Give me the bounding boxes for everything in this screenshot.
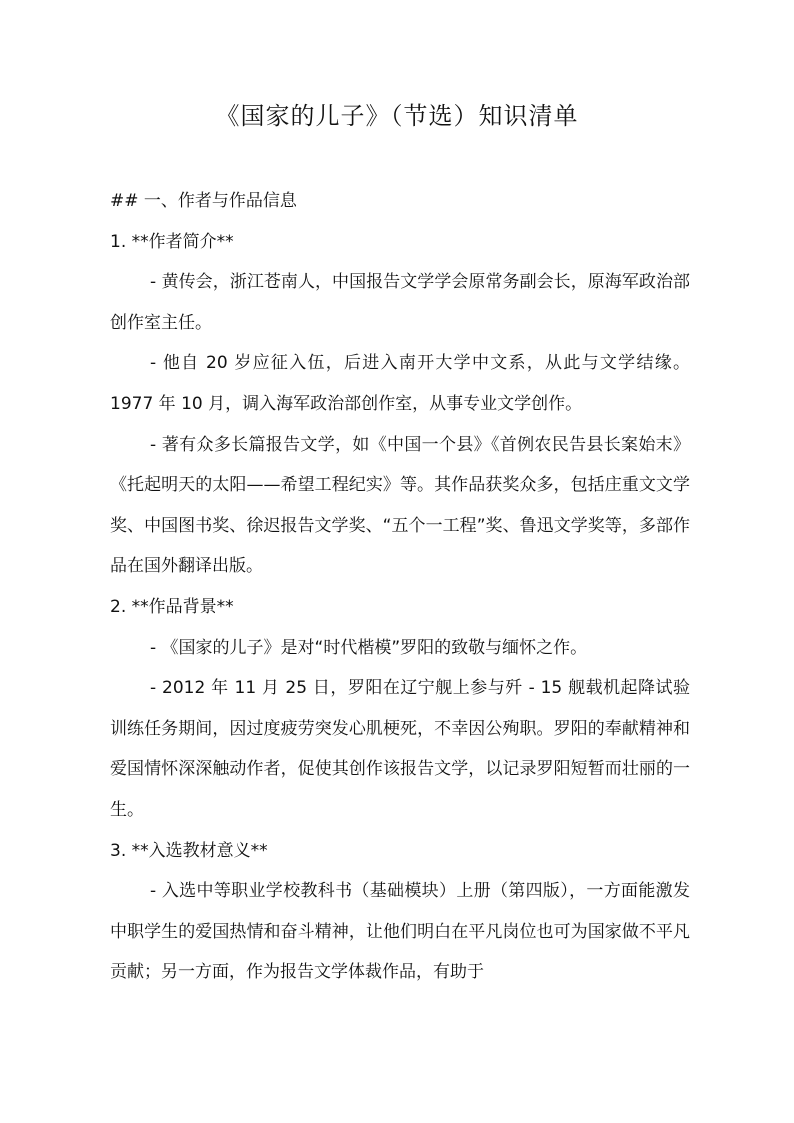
subsection-heading-textbook: 3. **入选教材意义** [110, 840, 268, 861]
paragraph: - 《国家的儿子》是对“时代楷模”罗阳的致敬与缅怀之作。 [150, 637, 588, 658]
subsection-heading-background: 2. **作品背景** [110, 596, 234, 617]
paragraph: - 著有众多长篇报告文学，如《中国一个县》《首例农民告县长案始末》《托起明天的太阳——希望工程纪实》等。其作品获奖众多，包括庄重文文学奖、中国图书奖、徐迟报告文学奖、“五个一工程”奖、鲁迅文学奖等，多部作品在国外翻译出版。 [110, 434, 690, 577]
subsection-heading-author: 1. **作者简介** [110, 231, 234, 252]
paragraph: - 2012 年 11 月 25 日，罗阳在辽宁舰上参与歼 - 15 舰载机起降试验训练任务期间，因过度疲劳突发心肌梗死，不幸因公殉职。罗阳的奉献精神和爱国情怀深深触动作者，促使其创作该报告文学，以记录罗阳短暂而壮丽的一生。 [110, 678, 690, 820]
section-heading: ## 一、作者与作品信息 [110, 191, 297, 211]
paragraph: - 他自 20 岁应征入伍，后进入南开大学中文系，从此与文学结缘。1977 年 10 月，调入海军政治部创作室，从事专业文学创作。 [110, 353, 690, 414]
paragraph: - 入选中等职业学校教科书（基础模块）上册（第四版），一方面能激发中职学生的爱国热情和奋斗精神，让他们明白在平凡岗位也可为国家做不平凡贡献；另一方面，作为报告文学体裁作品，有助于 [110, 881, 690, 983]
page-title: 《国家的儿子》（节选）知识清单 [215, 102, 579, 130]
paragraph: - 黄传会，浙江苍南人，中国报告文学学会原常务副会长，原海军政治部创作室主任。 [110, 272, 690, 333]
document-body [110, 181, 690, 993]
